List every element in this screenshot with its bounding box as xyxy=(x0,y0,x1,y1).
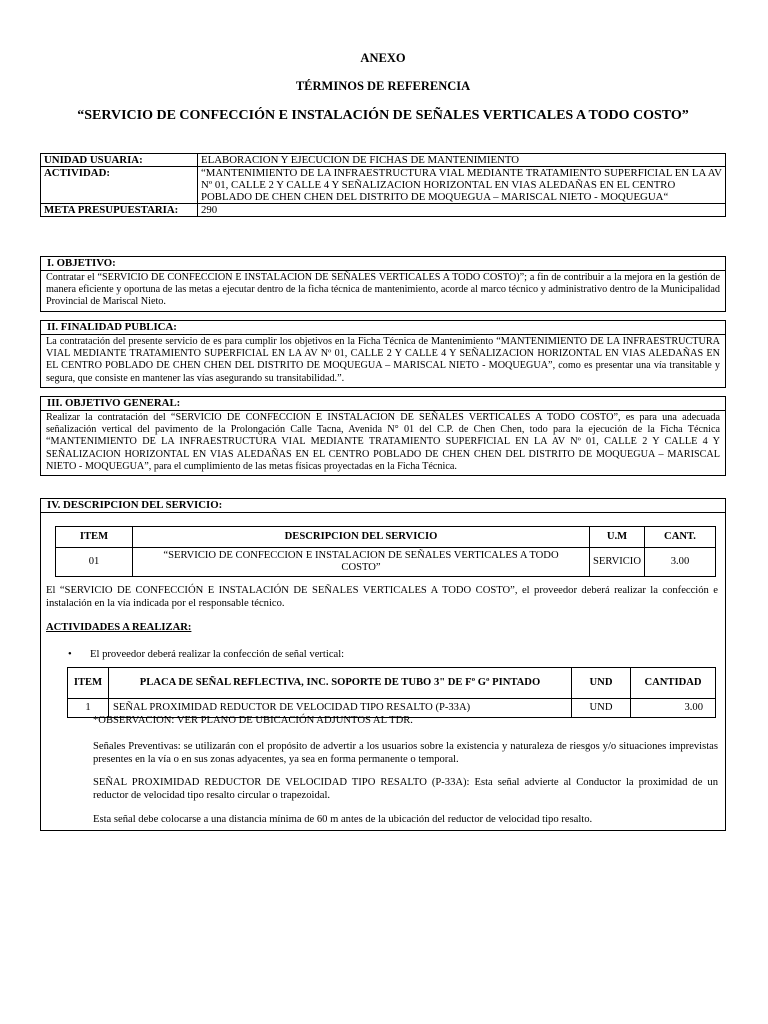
items-cell-descripcion: “SERVICIO DE CONFECCION E INSTALACION DE SEÑALES VERTICALES A TODO COSTO” xyxy=(133,548,590,577)
annex-title: ANEXO xyxy=(360,51,406,65)
unidad-key: UNIDAD USUARIA: xyxy=(41,154,198,167)
unidad-value: ELABORACION Y EJECUCION DE FICHAS DE MANTENIMIENTO xyxy=(198,154,726,167)
service-title: “SERVICIO DE CONFECCIÓN E INSTALACIÓN DE SEÑALES VERTICALES A TODO COSTO” xyxy=(77,108,689,123)
placa-cell-und: UND xyxy=(572,699,631,718)
preventivas-paragraph: Señales Preventivas: se utilizarán con el propósito de advertir a los usuarios sobre la existencia y naturaleza de riesgos y/o situaciones imprevistas presentes en la vía o en sus zonas adyacentes, ya sea en forma permanente o temporal. xyxy=(93,741,718,765)
placa-header-cantidad: CANTIDAD xyxy=(631,668,716,699)
section-descripcion-title: IV. DESCRIPCION DEL SERVICIO: xyxy=(41,499,725,513)
info-table xyxy=(40,153,726,217)
section-finalidad-body: La contratación del presente servicio de es para cumplir los objetivos en la Ficha Técnica de Mantenimiento “MANTENIMIENTO DE LA INFRAESTRUCTURA VIAL MEDIANTE TRATAMIENTO SUPERFICIAL EN LA AV Nº 01, CALLE 2 Y CALLE 4 Y SEÑALIZACION HORIZONTAL EN VIAS ALEDAÑAS EN EL CENTRO POBLADO DE CHEN CHEN DEL DISTRITO DE MOQUEGUA – MARISCAL NIETO - MOQUEGUA”, como es presentar una vía transitable y segura, que consiste en mantener las vías asegurando su transitabilidad.”. xyxy=(46,336,720,384)
bullet-dot-icon: • xyxy=(68,649,72,660)
items-header-um: U.M xyxy=(590,527,645,548)
placa-cell-cantidad: 3.00 xyxy=(631,699,716,718)
senal-description-paragraph: SEÑAL PROXIMIDAD REDUCTOR DE VELOCIDAD TIPO RESALTO (P-33A): Esta señal advierte al Conductor la proximidad de un reductor de velocidad tipo resalto circular o trapezoidal. xyxy=(93,777,718,801)
items-cell-um: SERVICIO xyxy=(590,548,645,577)
section-finalidad xyxy=(40,320,726,388)
section-objetivo-body: Contratar el “SERVICIO DE CONFECCION E INSTALACION DE SEÑALES VERTICALES A TODO COSTO)”; a fin de contribuir a la mejora en la gestión de manera eficiente y oportuna de las metas a ejecutar dentro de la ficha técnica de mantenimiento, acorde al marco técnico y administrativo dentro de la Municipalidad Provincial de Mariscal Nieto. xyxy=(46,272,720,308)
items-cell-cant: 3.00 xyxy=(645,548,716,577)
items-header-descripcion: DESCRIPCION DEL SERVICIO xyxy=(133,527,590,548)
bullet-item xyxy=(68,649,344,661)
placa-table xyxy=(67,667,716,718)
items-header-item: ITEM xyxy=(56,527,133,548)
actividad-value: “MANTENIMIENTO DE LA INFRAESTRUCTURA VIAL MEDIANTE TRATAMIENTO SUPERFICIAL EN LA AV Nº 01, CALLE 2 Y CALLE 4 Y SEÑALIZACION HORIZONTAL EN VIAS ALEDAÑAS EN EL CENTRO POBLADO DE CHEN CHEN DEL DISTRITO DE MOQUEGUA – MARISCAL NIETO - MOQUEGUA“ xyxy=(198,167,726,204)
placa-header-item: ITEM xyxy=(68,668,109,699)
section-objetivo-general xyxy=(40,396,726,476)
colocacion-paragraph: Esta señal debe colocarse a una distancia mínima de 60 m antes de la ubicación del reductor de velocidad tipo resalto. xyxy=(93,814,593,825)
placa-cell-placa: SEÑAL PROXIMIDAD REDUCTOR DE VELOCIDAD TIPO RESALTO (P-33A) xyxy=(109,699,572,718)
meta-key: META PRESUPUESTARIA: xyxy=(41,204,198,217)
actividad-key: ACTIVIDAD: xyxy=(41,167,198,204)
items-header-cant: CANT. xyxy=(645,527,716,548)
bullet-text: El proveedor deberá realizar la confección de señal vertical: xyxy=(90,649,345,660)
section-descripcion xyxy=(40,498,726,831)
actividades-heading: ACTIVIDADES A REALIZAR: xyxy=(46,622,192,633)
terms-title: TÉRMINOS DE REFERENCIA xyxy=(295,79,471,93)
table-row xyxy=(56,548,716,577)
section-finalidad-title: II. FINALIDAD PUBLICA: xyxy=(41,321,725,335)
section-objetivo xyxy=(40,256,726,312)
section-general-body: Realizar la contratación del “SERVICIO DE CONFECCION E INSTALACION DE SEÑALES VERTICALES A TODO COSTO”, es para una adecuada señalización vertical del pavimento de la Prolongación Calle Tacna, Avenida N° 01 del C.P. de Chen Chen, todo para la ejecución de la Ficha Técnica “MANTENIMIENTO DE LA INFRAESTRUCTURA VIAL MEDIANTE TRATAMIENTO SUPERFICIAL EN LA AV Nº 01, CALLE 2 Y CALLE 4 Y SEÑALIZACION HORIZONTAL EN VIAS ALEDAÑAS EN EL CENTRO POBLADO DE CHEN CHEN DEL DISTRITO DE MOQUEGUA – MARISCAL NIETO - MOQUEGUA”, para el cumplimiento de las metas físicas proyectadas en la Ficha Técnica. xyxy=(46,412,720,472)
info-row-actividad xyxy=(41,167,726,204)
section-objetivo-title: I. OBJETIVO: xyxy=(41,257,725,271)
intro-paragraph: El “SERVICIO DE CONFECCIÓN E INSTALACIÓN DE SEÑALES VERTICALES A TODO COSTO”, el proveedor deberá realizar la confección e instalación en la vía indicada por el responsable técnico. xyxy=(46,585,718,609)
items-header-row xyxy=(56,527,716,548)
section-general-title: III. OBJETIVO GENERAL: xyxy=(41,397,725,411)
info-row-unidad xyxy=(41,154,726,167)
items-table xyxy=(55,526,716,577)
placa-header-row xyxy=(68,668,716,699)
placa-cell-item: 1 xyxy=(68,699,109,718)
observacion-text: *OBSERVACION: VER PLANO DE UBICACIÓN ADJUNTOS AL TDR. xyxy=(93,715,413,726)
placa-header-und: UND xyxy=(572,668,631,699)
info-row-meta xyxy=(41,204,726,217)
placa-header-placa: PLACA DE SEÑAL REFLECTIVA, INC. SOPORTE DE TUBO 3" DE Fº Gº PINTADO xyxy=(109,668,572,699)
meta-value: 290 xyxy=(198,204,726,217)
items-cell-item: 01 xyxy=(56,548,133,577)
